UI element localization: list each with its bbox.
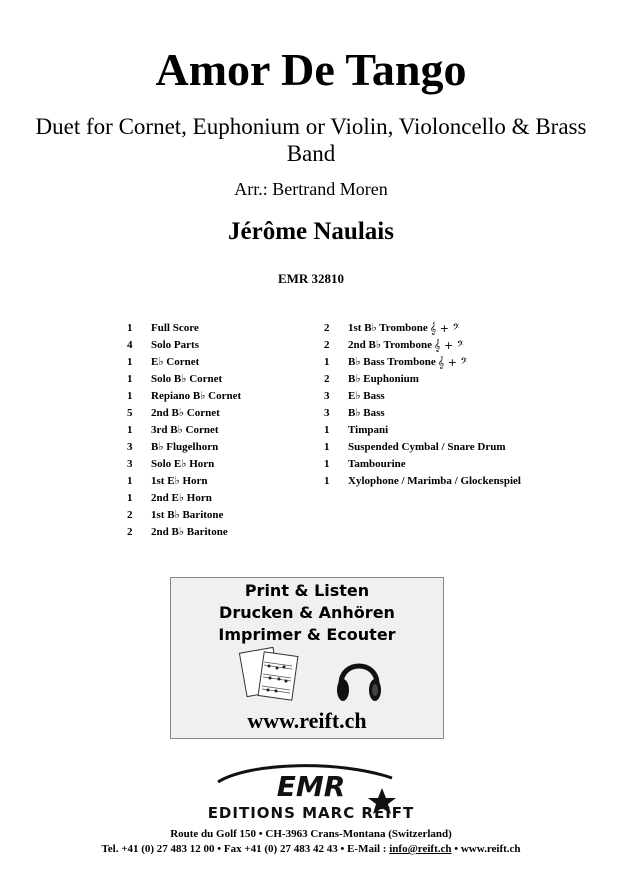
part-quantity: 2 bbox=[324, 373, 330, 385]
publisher-contact bbox=[0, 842, 622, 857]
part-row bbox=[127, 507, 241, 524]
part-name: Solo Parts bbox=[151, 339, 199, 351]
part-row bbox=[324, 388, 521, 405]
part-quantity: 3 bbox=[324, 390, 330, 402]
parts-list-right bbox=[324, 320, 521, 490]
part-row bbox=[324, 456, 521, 473]
part-row bbox=[324, 337, 521, 354]
part-name: 1st E♭ Horn bbox=[151, 475, 208, 487]
part-quantity: 2 bbox=[127, 526, 133, 538]
part-name: 2nd B♭ Cornet bbox=[151, 407, 220, 419]
part-row bbox=[127, 456, 241, 473]
composer: Jérôme Naulais bbox=[228, 218, 394, 245]
part-name: Timpani bbox=[348, 424, 389, 436]
publisher-address: Route du Golf 150 • CH-3963 Crans-Montana (Switzerland) bbox=[170, 828, 452, 840]
part-name: 3rd B♭ Cornet bbox=[151, 424, 219, 436]
part-name: Tambourine bbox=[348, 458, 406, 470]
promo-line-2: Drucken & Anhören bbox=[219, 603, 395, 622]
part-quantity: 1 bbox=[127, 373, 133, 385]
part-row bbox=[127, 388, 241, 405]
part-row bbox=[324, 422, 521, 439]
part-quantity: 1 bbox=[324, 475, 330, 487]
print-listen-box bbox=[170, 577, 444, 739]
part-name: E♭ Cornet bbox=[151, 356, 200, 368]
clef-icon: 𝄞 + 𝄢 bbox=[429, 322, 460, 335]
part-row bbox=[127, 320, 241, 337]
part-row bbox=[127, 337, 241, 354]
part-name: 1st B♭ Trombone bbox=[348, 322, 428, 334]
part-row bbox=[127, 422, 241, 439]
part-name: B♭ Bass bbox=[348, 407, 385, 419]
part-name: Suspended Cymbal / Snare Drum bbox=[348, 441, 506, 453]
catalog-code: EMR 32810 bbox=[277, 271, 345, 286]
piece-title: Amor De Tango bbox=[155, 44, 467, 95]
part-name: 2nd E♭ Horn bbox=[151, 492, 212, 504]
contact-phone-fax: Tel. +41 (0) 27 483 12 00 • Fax +41 (0) 27 483 42 43 • E-Mail : bbox=[101, 843, 390, 855]
logo-emr-text: EMR bbox=[276, 770, 346, 803]
part-name: 2nd B♭ Trombone bbox=[348, 339, 433, 351]
part-quantity: 1 bbox=[127, 475, 133, 487]
part-row bbox=[324, 371, 521, 388]
part-quantity: 2 bbox=[324, 322, 330, 334]
part-quantity: 1 bbox=[324, 356, 330, 368]
promo-url: www.reift.ch bbox=[247, 708, 367, 733]
part-name: Solo E♭ Horn bbox=[151, 458, 215, 470]
clef-icon: 𝄞 + 𝄢 bbox=[434, 339, 464, 352]
part-name: 1st B♭ Baritone bbox=[151, 509, 224, 521]
promo-line-1: Print & Listen bbox=[244, 581, 370, 600]
part-name: Full Score bbox=[151, 322, 199, 334]
part-quantity: 1 bbox=[127, 390, 133, 402]
part-row bbox=[324, 320, 521, 337]
part-name: B♭ Euphonium bbox=[348, 373, 419, 385]
promo-icons bbox=[171, 646, 443, 708]
part-row bbox=[127, 354, 241, 371]
part-row bbox=[127, 405, 241, 422]
part-name: E♭ Bass bbox=[348, 390, 385, 402]
publisher-name: EDITIONS MARC REIFT bbox=[207, 804, 415, 822]
headphones-icon bbox=[337, 666, 381, 701]
part-row bbox=[324, 439, 521, 456]
part-quantity: 1 bbox=[127, 322, 133, 334]
parts-list-left bbox=[127, 320, 241, 541]
promo-line-3: Imprimer & Ecouter bbox=[218, 625, 396, 644]
part-quantity: 4 bbox=[127, 339, 133, 351]
part-quantity: 3 bbox=[127, 458, 133, 470]
part-name: Xylophone / Marimba / Glockenspiel bbox=[348, 475, 521, 487]
promo-icons-svg bbox=[171, 646, 443, 708]
part-quantity: 1 bbox=[127, 356, 133, 368]
emr-logo-svg bbox=[170, 760, 452, 822]
part-name: 2nd B♭ Baritone bbox=[151, 526, 228, 538]
part-quantity: 5 bbox=[127, 407, 133, 419]
part-row bbox=[324, 473, 521, 490]
part-name: Solo B♭ Cornet bbox=[151, 373, 223, 385]
part-name: B♭ Bass Trombone bbox=[348, 356, 436, 368]
part-quantity: 3 bbox=[324, 407, 330, 419]
part-row bbox=[324, 354, 521, 371]
part-quantity: 1 bbox=[127, 424, 133, 436]
part-row bbox=[127, 439, 241, 456]
part-row bbox=[127, 473, 241, 490]
piece-subtitle: Duet for Cornet, Euphonium or Violin, Violoncello & Brass Band bbox=[35, 114, 587, 166]
arranger: Arr.: Bertrand Moren bbox=[234, 179, 388, 199]
part-row bbox=[127, 524, 241, 541]
part-quantity: 3 bbox=[127, 441, 133, 453]
contact-website: • www.reift.ch bbox=[451, 843, 521, 855]
part-quantity: 1 bbox=[324, 441, 330, 453]
part-quantity: 2 bbox=[127, 509, 133, 521]
part-quantity: 1 bbox=[127, 492, 133, 504]
part-quantity: 1 bbox=[324, 458, 330, 470]
part-quantity: 1 bbox=[324, 424, 330, 436]
part-name: Repiano B♭ Cornet bbox=[151, 390, 242, 402]
part-row bbox=[127, 371, 241, 388]
part-name: B♭ Flugelhorn bbox=[151, 441, 219, 453]
email-link[interactable]: info@reift.ch bbox=[389, 843, 452, 855]
sheet-music-icon bbox=[239, 647, 297, 700]
part-quantity: 2 bbox=[324, 339, 330, 351]
emr-logo bbox=[170, 760, 452, 822]
part-row bbox=[127, 490, 241, 507]
clef-icon: 𝄞 + 𝄢 bbox=[437, 356, 468, 369]
part-row bbox=[324, 405, 521, 422]
